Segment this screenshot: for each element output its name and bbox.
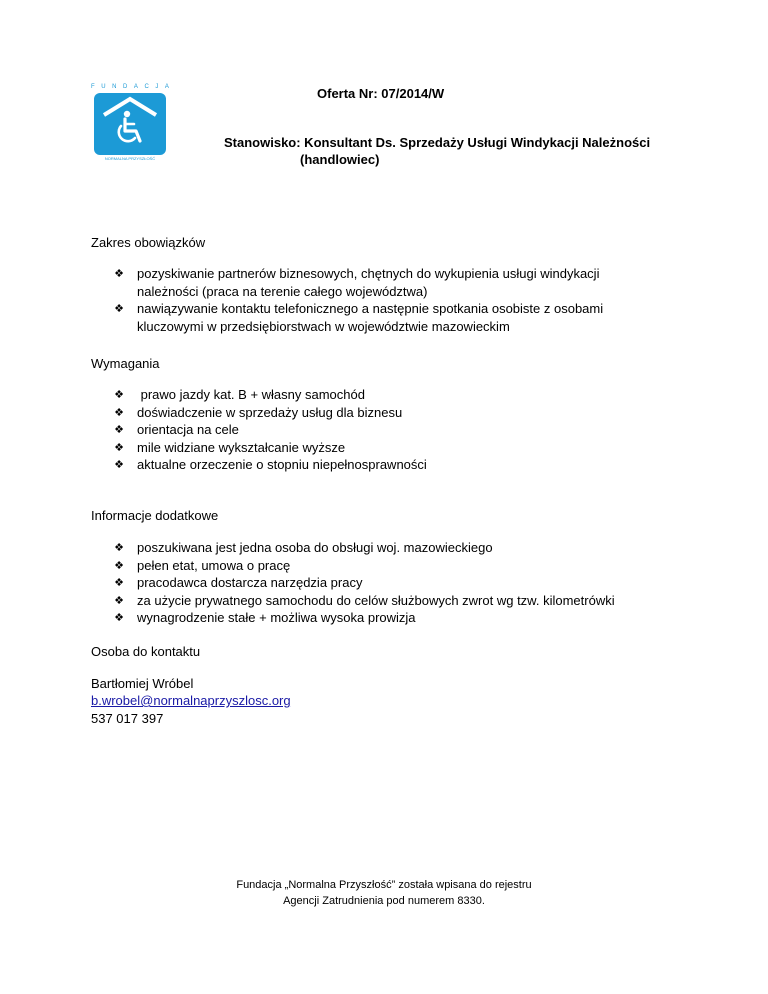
list-item-text: aktualne orzeczenie o stopniu niepełnosprawności (137, 457, 427, 472)
list-item-text: pozyskiwanie partnerów biznesowych, chętnych do wykupienia usługi windykacji (137, 266, 600, 281)
contact-heading: Osoba do kontaktu (91, 644, 201, 659)
diamond-bullet-icon: ❖ (114, 423, 124, 436)
list-item (91, 404, 427, 422)
list-item (91, 439, 427, 457)
offer-number: Oferta Nr: 07/2014/W (317, 86, 445, 101)
diamond-bullet-icon: ❖ (114, 388, 124, 401)
list-item-text: mile widziane wykształcanie wyższe (137, 439, 346, 455)
additional-info-heading: Informacje dodatkowe (91, 508, 219, 523)
logo-letter: A (133, 84, 138, 90)
duties-list (91, 265, 603, 335)
list-item-text: wynagrodzenie stałe + możliwa wysoka prowizja (137, 610, 416, 625)
list-item (91, 609, 615, 627)
wheelchair-house-icon (94, 93, 166, 155)
logo-letter: U (101, 84, 106, 90)
position-subtitle: (handlowiec) (300, 152, 380, 167)
diamond-bullet-icon: ❖ (114, 405, 124, 419)
footer-line: Fundacja „Normalna Przyszłość” została wpisana do rejestru (236, 879, 532, 891)
list-item (91, 456, 427, 474)
diamond-bullet-icon: ❖ (114, 302, 124, 315)
diamond-bullet-icon: ❖ (114, 558, 124, 572)
logo-top-text (91, 82, 169, 92)
logo-badge (94, 93, 166, 155)
list-item-text: poszukiwana jest jedna osoba do obsługi woj. mazowieckiego (137, 540, 493, 555)
list-item-text: prawo jazdy kat. B + własny samochód (137, 387, 365, 402)
list-item (91, 539, 615, 557)
logo-bottom-text: NORMALNA PRZYSZŁOŚĆ (104, 156, 156, 161)
requirements-heading: Wymagania (91, 356, 160, 371)
list-item-text: za użycie prywatnego samochodu do celów służbowych zwrot wg tzw. kilometrówki (137, 592, 615, 608)
duties-heading: Zakres obowiązków (91, 235, 206, 250)
contact-email-row (91, 692, 291, 710)
list-item (91, 265, 603, 300)
diamond-bullet-icon: ❖ (114, 593, 124, 607)
list-item-text: należności (praca na terenie całego województwa) (137, 283, 428, 299)
additional-info-list (91, 539, 615, 627)
requirements-list (91, 386, 427, 474)
contact-email-link[interactable]: b.wrobel@normalnaprzyszlosc.org (91, 693, 291, 708)
list-item-text: nawiązywanie kontaktu telefonicznego a następnie spotkania osobiste z osobami (137, 301, 604, 316)
diamond-bullet-icon: ❖ (114, 611, 124, 624)
footer-note (0, 877, 768, 909)
list-item-text: orientacja na cele (137, 422, 239, 437)
diamond-bullet-icon: ❖ (114, 458, 124, 471)
logo-letter: A (164, 84, 169, 90)
list-item (91, 386, 427, 404)
contact-phone: 537 017 397 (91, 711, 164, 726)
list-item (91, 557, 615, 575)
logo-letter: C (144, 84, 149, 90)
list-item-text: pełen etat, umowa o pracę (137, 557, 291, 573)
list-item-text: kluczowymi w przedsiębiorstwach w województwie mazowieckim (137, 318, 510, 334)
position-title: Stanowisko: Konsultant Ds. Sprzedaży Usługi Windykacji Należności (224, 135, 651, 150)
diamond-bullet-icon: ❖ (114, 267, 124, 280)
diamond-bullet-icon: ❖ (114, 541, 124, 554)
contact-name: Bartłomiej Wróbel (91, 676, 194, 691)
logo-letter: D (123, 84, 128, 90)
diamond-bullet-icon: ❖ (114, 576, 124, 589)
list-item (91, 421, 427, 439)
foundation-logo (91, 82, 169, 162)
logo-letter: F (91, 84, 95, 90)
list-item (91, 592, 615, 610)
footer-line: Agencji Zatrudnienia pod numerem 8330. (283, 895, 485, 907)
logo-letter: J (155, 84, 159, 90)
list-item (91, 574, 615, 592)
list-item (91, 300, 603, 335)
logo-letter: N (112, 84, 117, 90)
list-item-text: doświadczenie w sprzedaży usług dla biznesu (137, 404, 403, 420)
diamond-bullet-icon: ❖ (114, 440, 124, 454)
list-item-text: pracodawca dostarcza narzędzia pracy (137, 575, 363, 590)
